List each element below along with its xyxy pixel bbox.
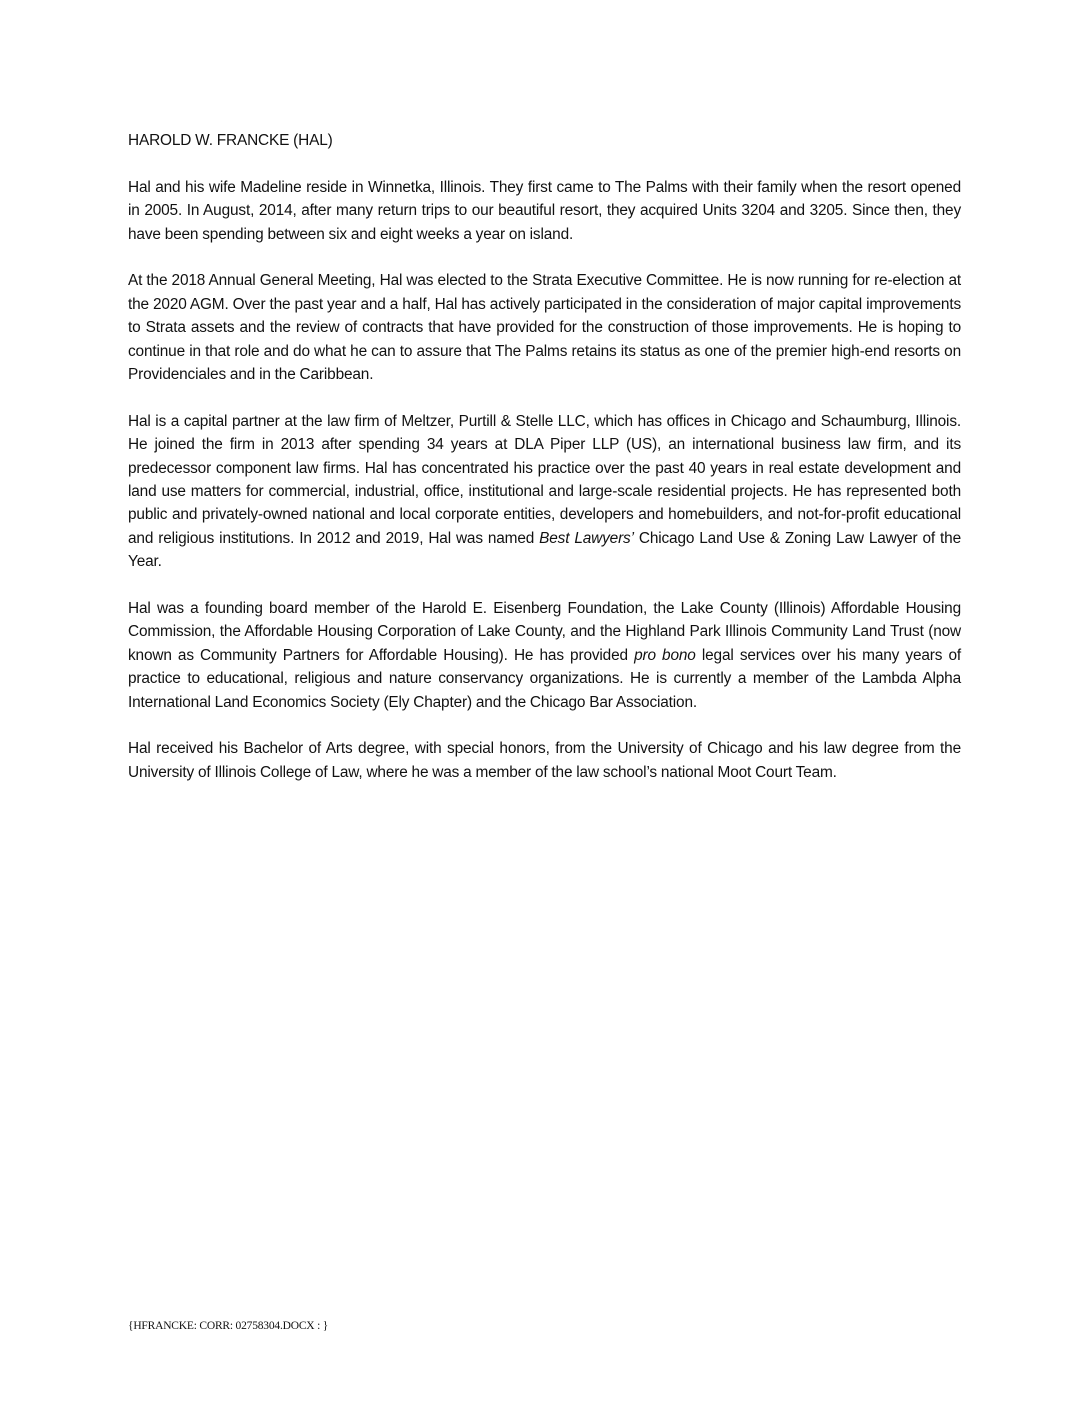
document-footer-reference: {HFRANCKE: CORR: 02758304.DOCX : } [128, 1320, 329, 1332]
paragraph-law-career [128, 410, 961, 574]
paragraph-education: Hal received his Bachelor of Arts degree, with special honors, from the University of Chicago and his law degree from the University of Illinois College of Law, where he was a member of the law school’s national Moot Court Team. [128, 740, 961, 781]
paragraph-board-memberships [128, 597, 961, 714]
paragraph-text: legal services over his many years of practice to educational, religious and nature conservancy organizations. He is currently a member of the Lambda Alpha International Land Economics Society (Ely Chapter) and the Chicago Bar Association. [128, 646, 961, 711]
paragraph-text: Chicago Land Use & Zoning Law Lawyer of the Year. [128, 529, 961, 571]
document-body [128, 129, 961, 808]
paragraph-residence: Hal and his wife Madeline reside in Winnetka, Illinois. They first came to The Palms with their family when the resort opened in 2005. In August, 2014, after many return trips to our beautiful resort, they acquired Units 3204 and 3205. Since then, they have been spending between six and eight weeks a year on island. [128, 178, 961, 243]
document-heading: HAROLD W. FRANCKE (HAL) [128, 132, 333, 149]
italic-latin-term: pro bono [634, 646, 696, 664]
italic-publication-name: Best Lawyers’ [539, 529, 634, 547]
paragraph-text: Hal was a founding board member of the Harold E. Eisenberg Foundation, the Lake County (Illinois) Affordable Housing Commission, the Affordable Housing Corporation of Lake County, and the Highland Park Illinois Community Land Trust (now known as Community Partners for Affordable Housing). He has provided [128, 600, 961, 664]
paragraph-text: Hal is a capital partner at the law firm of Meltzer, Purtill & Stelle LLC, which has offices in Chicago and Schaumburg, Illinois. He joined the firm in 2013 after spending 34 years at DLA Piper LLP (US), an international business law firm, and its predecessor component law firms. Hal has concentrated his practice over the past 40 years in real estate development and land use matters for commercial, industrial, office, institutional and large-scale residential projects. He has represented both public and privately-owned national and local corporate entities, developers and homebuilders, and not-for-profit educational and religious institutions. In 2012 and 2019, Hal was named [128, 412, 961, 547]
paragraph-strata-committee: At the 2018 Annual General Meeting, Hal was elected to the Strata Executive Committee. He is now running for re-election at the 2020 AGM. Over the past year and a half, Hal has actively participated in the consideration of major capital improvements to Strata assets and the review of contracts that have provided for the construction of those improvements. He is hoping to continue in that role and do what he can to assure that The Palms retains its status as one of the premier high-end resorts on Providenciales and in the Caribbean. [128, 272, 961, 384]
